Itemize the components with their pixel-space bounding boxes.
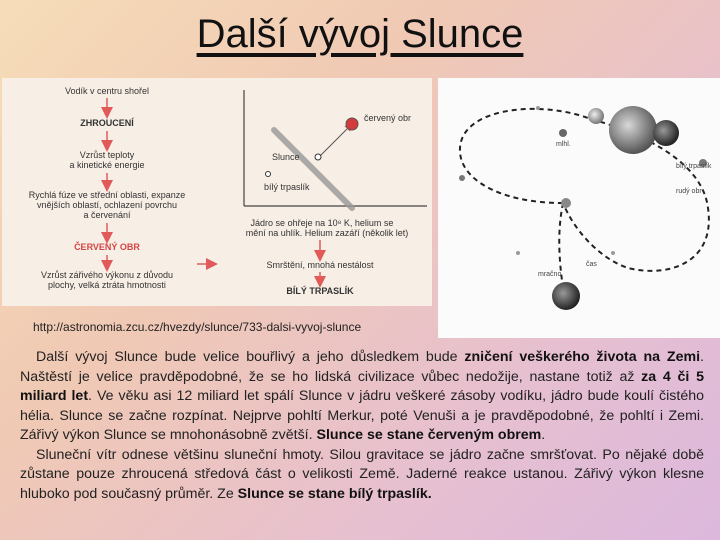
orbit-label-right-top: bílý trpaslík [676, 163, 712, 170]
center-star [561, 198, 571, 208]
red-giant-sphere [609, 106, 657, 154]
white-dwarf-marker [266, 172, 271, 177]
giant-sphere-2 [653, 120, 679, 146]
flow-step-3b: a kinetické energie [69, 160, 145, 170]
orbit-label-bottom-left: mračno [538, 271, 562, 278]
hr-diagram [244, 90, 427, 208]
flow-step-6b: plochy, velká ztráta hmotnosti [48, 280, 166, 290]
red-giant-marker [346, 118, 358, 130]
stellar-evolution-orbit-figure [438, 78, 720, 338]
nebula-sphere [552, 282, 580, 310]
paragraph-1: Další vývoj Slunce bude velice bouřlivý a jeho důsledkem bude zničení veškerého života na Zemi. Naštěstí je velice pravděpodobné, že se ho lidská civilizace vůbec nedožije, nastane totiž až za 4 či 5 miliard let. Ve věku asi 12 miliard let spálí Slunce v jádru veškeré zásoby vodíku, jádro bude koulí čistého hélia. Slunce se začne rozpínat. Nejprve pohltí Merkur, poté Venuši a je pravděpodobné, že pohltí i Zemi. Zářivý výkon Slunce se mnohonásobně zvětší. Slunce se stane červeným obrem. [20, 349, 704, 443]
label-red-giant: červený obr [364, 113, 412, 123]
orbit-label-top-left: mlhl. [556, 141, 571, 148]
orbit-label-bottom-mid: čas [586, 261, 597, 268]
star-sphere-1 [588, 108, 604, 124]
source-url: http://astronomia.zcu.cz/hvezdy/slunce/733-dalsi-vyvoj-slunce [33, 320, 362, 334]
right-step-3: BÍLÝ TRPASLÍK [286, 286, 354, 296]
slide-title: Další vývoj Slunce [196, 12, 524, 56]
star-sphere-2 [559, 129, 567, 137]
highlight-timeframe: za 4 či 5 miliard let [20, 368, 704, 404]
orbit-label-right-mid: rudý obr [676, 188, 702, 195]
right-step-1b: mění na uhlík. Helium zazáří (několik let) [245, 228, 409, 238]
highlight-white-dwarf: Slunce se stane bílý trpaslík. [237, 485, 432, 502]
highlight-destruction: zničení veškerého života na Zemi [464, 349, 701, 365]
label-white-dwarf: bílý trpaslík [264, 182, 310, 192]
small-star-left [459, 175, 465, 181]
flow-step-3a: Vzrůst teploty [79, 150, 135, 160]
paragraph-2: Sluneční vítr odnese většinu sluneční hmoty. Silou gravitace se jádro začne smršťovat. Po nějaké době zůstane pouze zhroucená středová část o velikosti Země. Jaderné reakce ustanou. Zářivý výkon klesne hluboko pod současný průměr. Ze Slunce se stane bílý trpaslík. [20, 446, 704, 502]
label-sun: Slunce [272, 152, 300, 162]
evolution-flowchart-figure [2, 78, 432, 306]
flow-step-4c: a červenání [83, 210, 131, 220]
right-step-2: Smrštění, mnohá nestálost [266, 260, 374, 270]
flow-step-4a: Rychlá fúze ve střední oblasti, expanze [28, 190, 186, 200]
flow-step-2: ZHROUCENÍ [80, 118, 134, 128]
flow-step-5: ČERVENÝ OBR [74, 242, 140, 252]
sun-marker [315, 154, 321, 160]
flow-step-4b: vnějších oblastí, ochlazení povrchu [36, 200, 178, 210]
flow-step-1: Vodík v centru shořel [64, 86, 150, 96]
highlight-red-giant: Slunce se stane červeným obrem [316, 427, 542, 443]
body-text [20, 348, 704, 504]
flow-step-6a: Vzrůst zářivého výkonu z důvodu [40, 270, 174, 280]
right-step-1a: Jádro se ohřeje na 10⁸ K, helium se [250, 218, 394, 228]
